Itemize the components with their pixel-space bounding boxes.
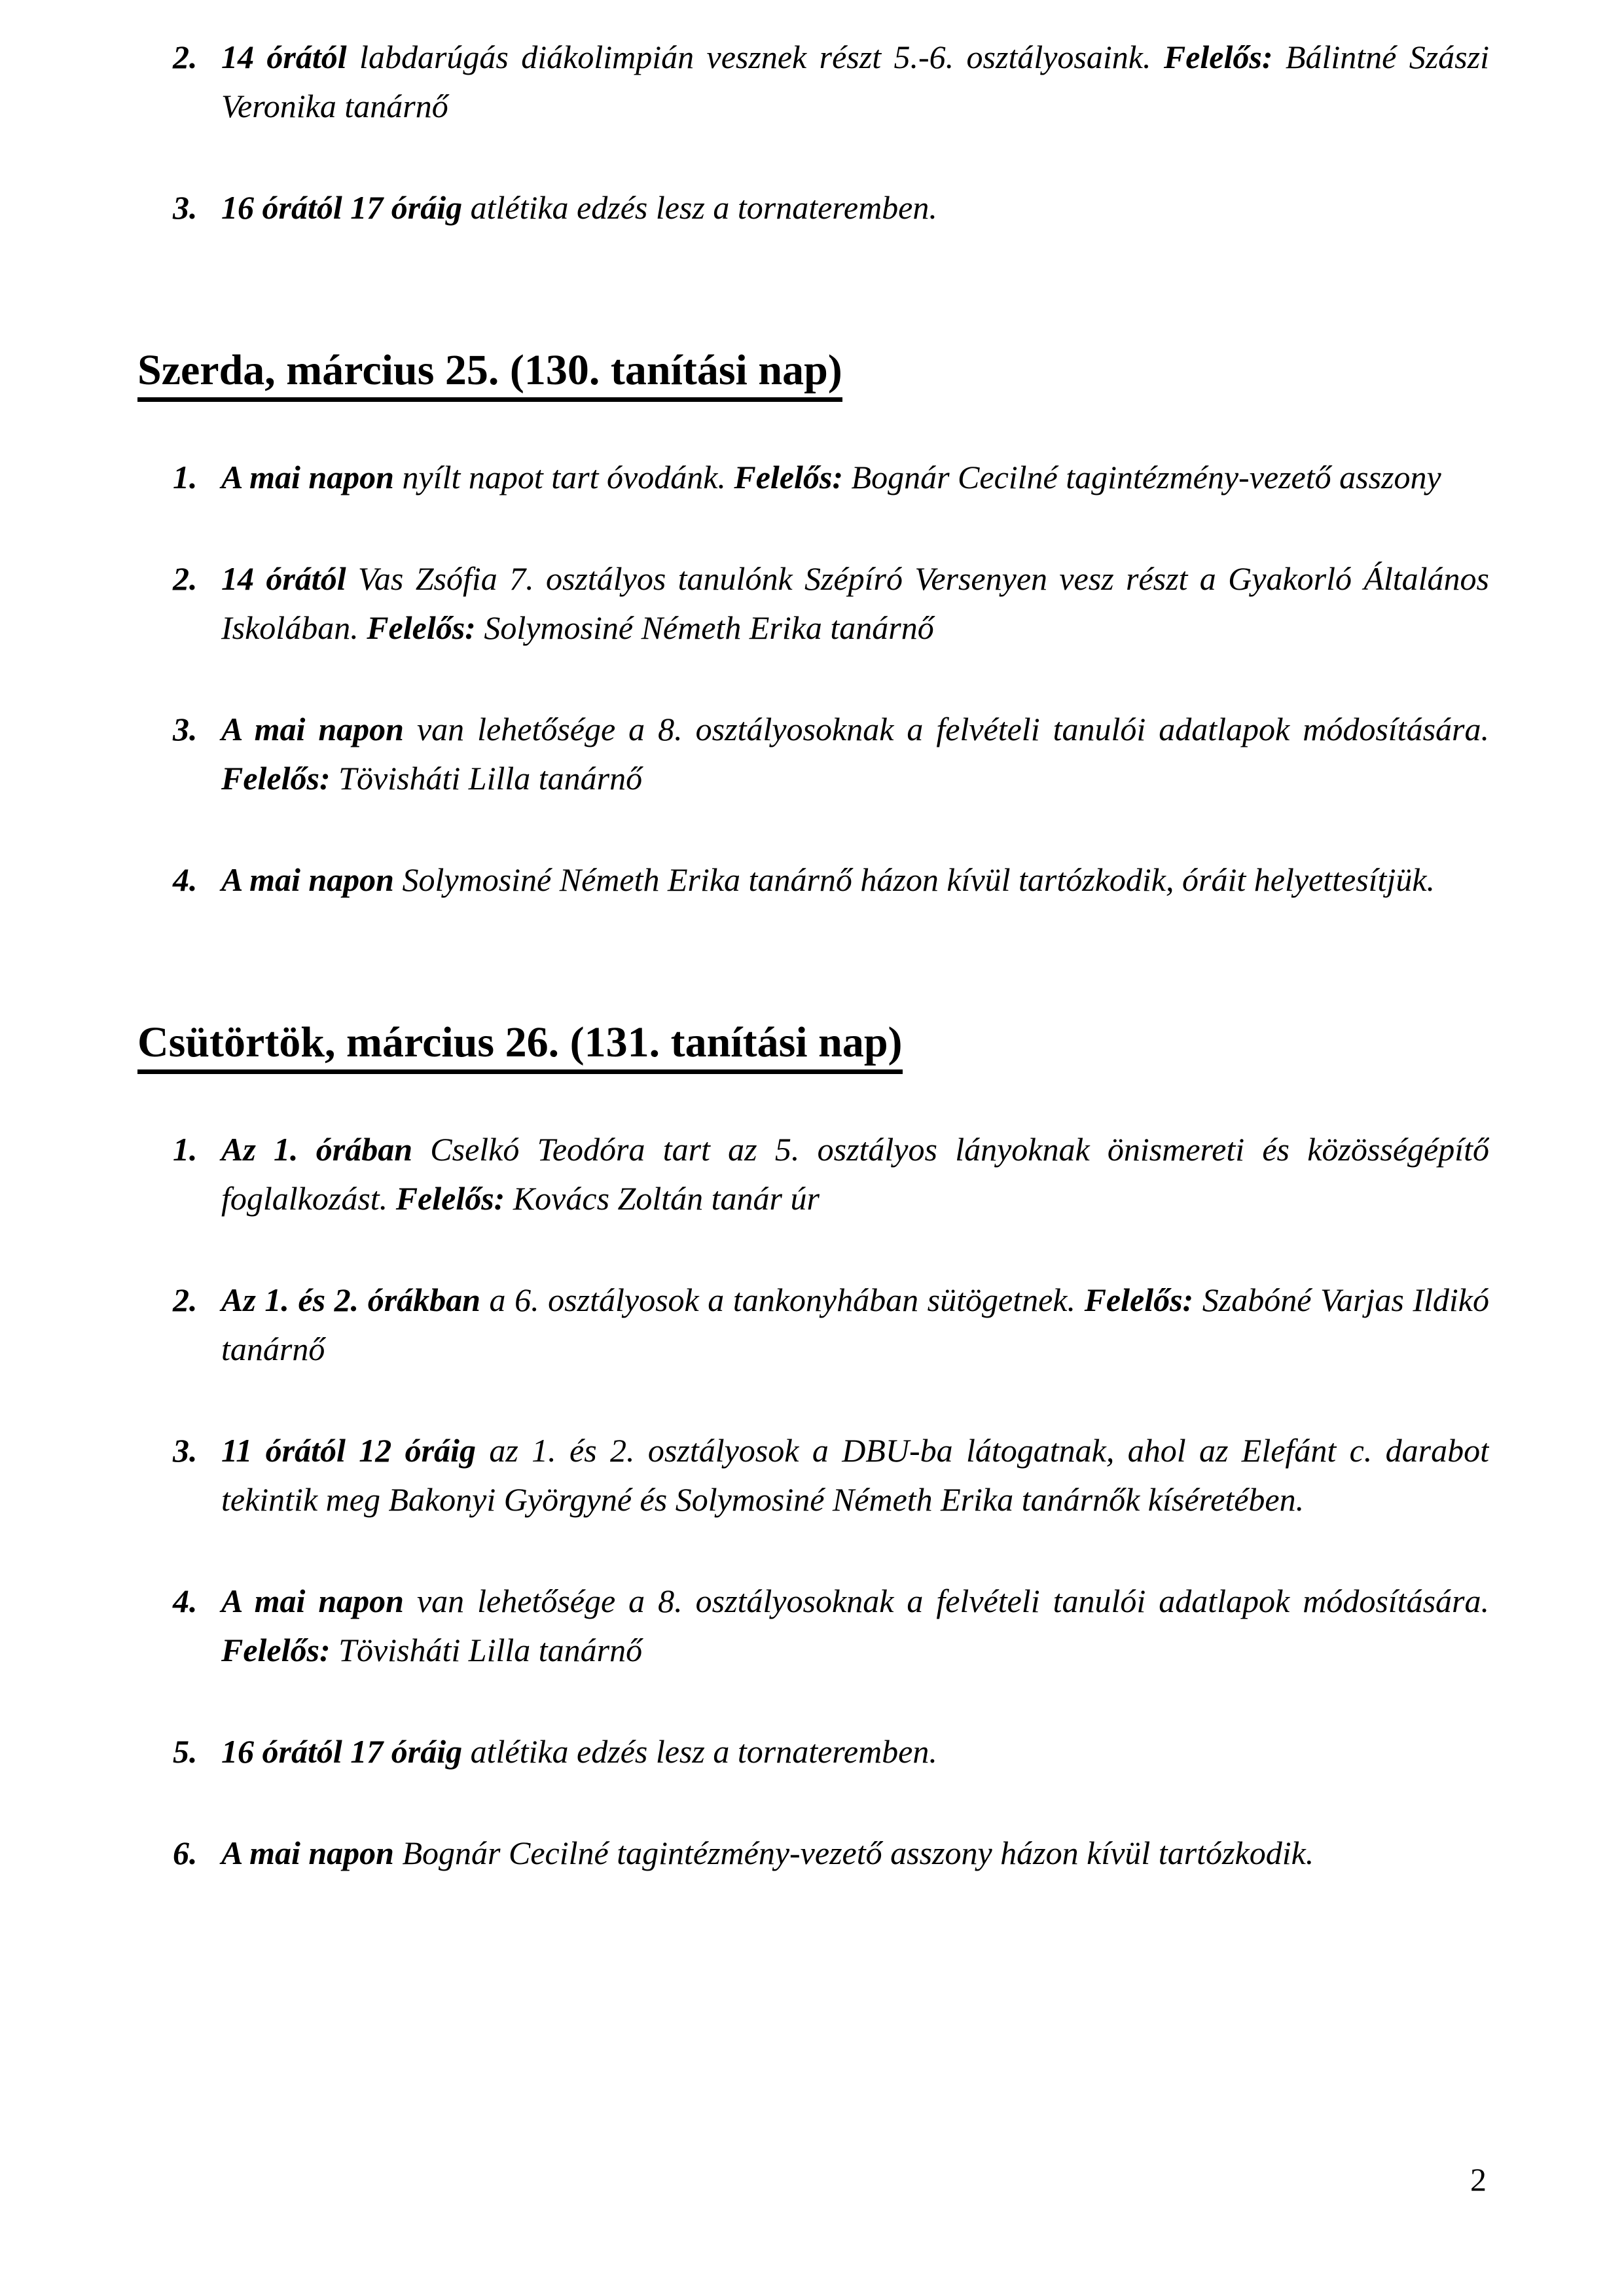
text-run: Solymosiné Németh Erika tanárnő házon kívül tartózkodik, óráit helyettesítjük. xyxy=(394,861,1435,898)
section-heading xyxy=(137,344,1489,397)
text-run: atlétika edzés lesz a tornateremben. xyxy=(462,189,937,226)
text-run-bold: Az 1. órában xyxy=(221,1131,413,1168)
item-text xyxy=(221,1835,1314,1871)
text-run: atlétika edzés lesz a tornateremben. xyxy=(462,1733,937,1770)
section xyxy=(137,285,1489,957)
section-heading-text: Csütörtök, március 26. (131. tanítási nap) xyxy=(137,1018,903,1074)
item-text xyxy=(221,39,1489,124)
text-run-bold: Felelős: xyxy=(1163,39,1273,75)
text-run-bold: Felelős: xyxy=(1084,1282,1194,1318)
list-item xyxy=(137,1577,1489,1675)
text-run: nyílt napot tart óvodánk. xyxy=(394,459,734,495)
section-heading xyxy=(137,1016,1489,1069)
text-run: az 1. és 2. osztályosok a DBU-ba látogatnak, ahol az Elefánt c. darabot tekintik meg Bakonyi Györgyné és Solymosiné Németh Erika tanárnők kíséretében. xyxy=(221,1432,1489,1518)
text-run-bold: 16 órától 17 óráig xyxy=(221,189,463,226)
text-run-bold: A mai napon xyxy=(221,1583,404,1619)
list-item xyxy=(137,183,1489,232)
list-item xyxy=(137,554,1489,653)
item-number: 2. xyxy=(173,39,198,75)
text-run: van lehetősége a 8. osztályosoknak a felvételi tanulói adatlapok módosítására. xyxy=(403,711,1489,747)
document-content xyxy=(137,33,1489,1930)
item-text xyxy=(221,189,937,226)
section xyxy=(137,957,1489,1930)
list-item xyxy=(137,1426,1489,1524)
text-run: a 6. osztályosok a tankonyhában sütögetnek. xyxy=(480,1282,1085,1318)
item-number: 1. xyxy=(173,1131,198,1168)
item-number: 3. xyxy=(173,189,198,226)
list-item xyxy=(137,453,1489,502)
list-item xyxy=(137,1829,1489,1878)
text-run-bold: A mai napon xyxy=(221,861,394,898)
list-item xyxy=(137,1727,1489,1776)
text-run-bold: 14 órától xyxy=(221,39,347,75)
section xyxy=(137,33,1489,285)
list-item xyxy=(137,33,1489,131)
item-number: 4. xyxy=(173,861,198,898)
text-run-bold: Felelős: xyxy=(221,760,331,797)
text-run-bold: Felelős: xyxy=(367,609,476,646)
item-text xyxy=(221,1432,1489,1518)
text-run: Bognár Cecilné tagintézmény-vezető asszony xyxy=(843,459,1441,495)
item-number: 4. xyxy=(173,1583,198,1619)
text-run: Bognár Cecilné tagintézmény-vezető asszony házon kívül tartózkodik. xyxy=(394,1835,1314,1871)
text-run-bold: A mai napon xyxy=(221,711,404,747)
text-run-bold: Felelős: xyxy=(734,459,844,495)
item-number: 3. xyxy=(173,1432,198,1469)
text-run: Tövisháti Lilla tanárnő xyxy=(330,1632,643,1668)
item-number: 6. xyxy=(173,1835,198,1871)
text-run: labdarúgás diákolimpián vesznek részt 5.-6. osztályosaink. xyxy=(346,39,1164,75)
list-item xyxy=(137,1276,1489,1374)
text-run: Cselkó Teodóra tart az 5. osztályos lányoknak önismereti és közösségépítő foglalkozást. xyxy=(221,1131,1489,1217)
item-number: 5. xyxy=(173,1733,198,1770)
text-run: Tövisháti Lilla tanárnő xyxy=(330,760,643,797)
text-run: Szabóné Varjas Ildikó tanárnő xyxy=(221,1282,1489,1367)
list-item xyxy=(137,705,1489,803)
list-item xyxy=(137,1125,1489,1223)
section-heading-text: Szerda, március 25. (130. tanítási nap) xyxy=(137,346,842,402)
item-text xyxy=(221,1583,1489,1668)
item-text xyxy=(221,560,1489,646)
item-text xyxy=(221,1282,1489,1367)
text-run-bold: Az 1. és 2. órákban xyxy=(221,1282,480,1318)
item-text xyxy=(221,1131,1489,1217)
item-text xyxy=(221,459,1441,495)
item-number: 1. xyxy=(173,459,198,495)
list-item xyxy=(137,855,1489,905)
item-number: 3. xyxy=(173,711,198,747)
text-run-bold: A mai napon xyxy=(221,459,394,495)
text-run: Bálintné Szászi Veronika tanárnő xyxy=(221,39,1489,124)
text-run-bold: 14 órától xyxy=(221,560,346,597)
text-run-bold: A mai napon xyxy=(221,1835,394,1871)
text-run-bold: Felelős: xyxy=(395,1180,505,1217)
text-run: Vas Zsófia 7. osztályos tanulónk Szépíró Versenyen vesz részt a Gyakorló Általános Iskolában. xyxy=(221,560,1489,646)
item-text xyxy=(221,861,1435,898)
page-number: 2 xyxy=(1470,2161,1487,2198)
item-text xyxy=(221,711,1489,797)
item-text xyxy=(221,1733,937,1770)
text-run-bold: 16 órától 17 óráig xyxy=(221,1733,463,1770)
text-run-bold: Felelős: xyxy=(221,1632,331,1668)
item-number: 2. xyxy=(173,560,198,597)
text-run: van lehetősége a 8. osztályosoknak a felvételi tanulói adatlapok módosítására. xyxy=(403,1583,1489,1619)
text-run: Solymosiné Németh Erika tanárnő xyxy=(475,609,934,646)
text-run-bold: 11 órától 12 óráig xyxy=(221,1432,476,1469)
text-run: Kovács Zoltán tanár úr xyxy=(505,1180,820,1217)
item-number: 2. xyxy=(173,1282,198,1318)
